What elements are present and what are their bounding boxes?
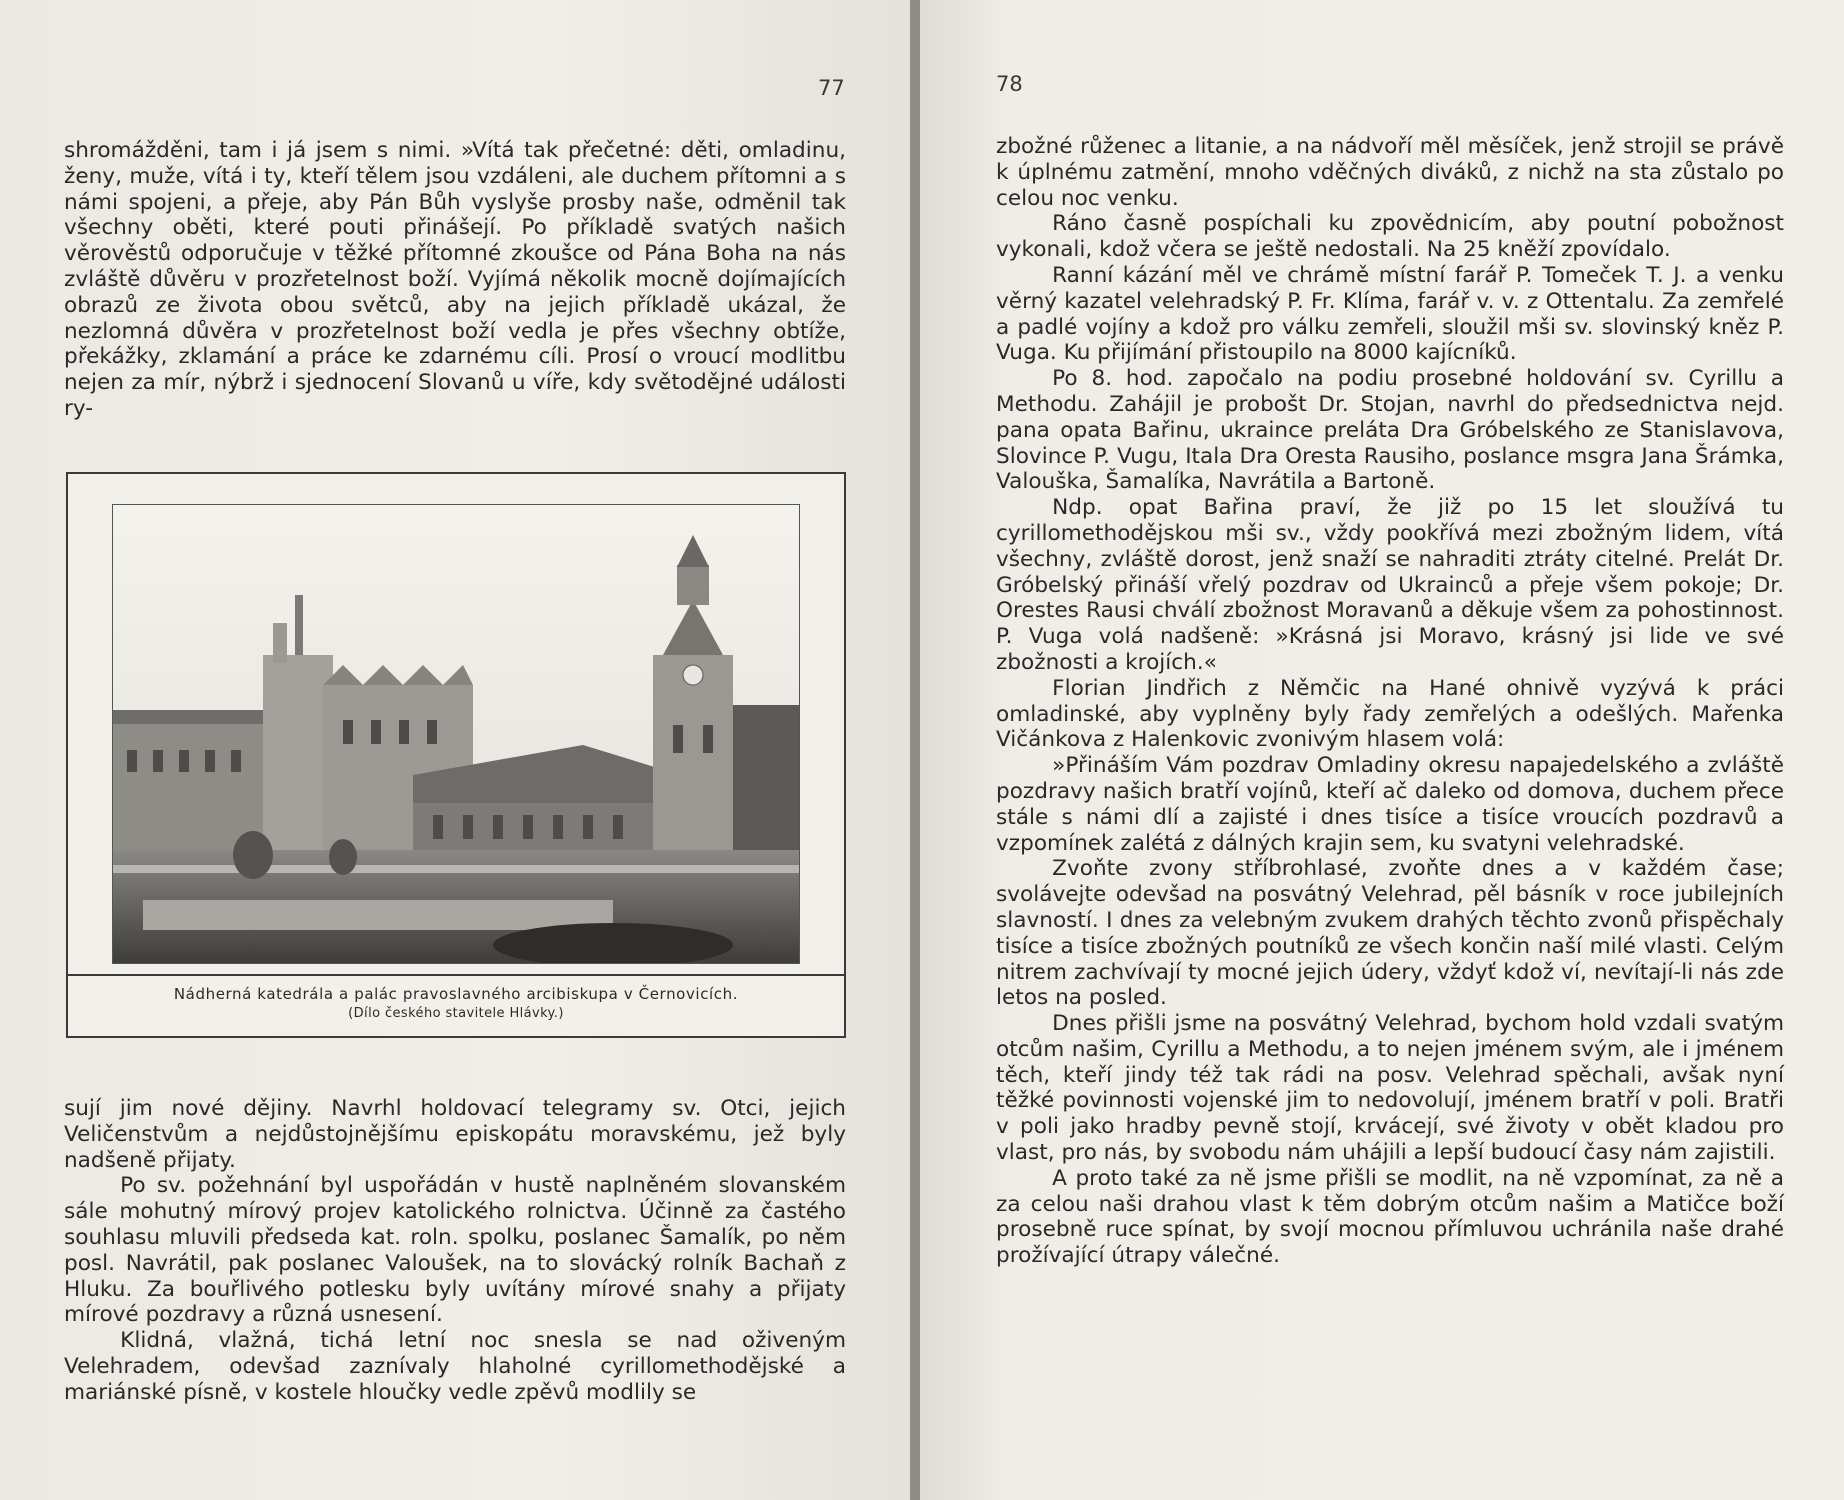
right-text [996, 134, 1784, 1269]
paragraph: Ndp. opat Bařina praví, že již po 15 let sloužívá tu cyrillomethodějskou mši sv., vždy pookřívá mezi zbožným lidem, vítá všechny, zvláště dorost, jenž snaží se nahraditi ztráty citelné. Prelát Dr. Gróbelský přináší vřelý pozdrav od Ukrainců a přeje všem pokoje; Dr. Orestes Rausi chválí zbožnost Moravanů a děkuje všem za pohostinnost. P. Vuga volá nadšeně: »Krásná jsi Moravo, krásný jsi lide ve své zbožnosti a krojích.« [996, 495, 1784, 675]
left-page [0, 0, 910, 1500]
paragraph: zbožné růženec a litanie, a na nádvoří měl měsíček, jenž strojil se právě k úplnému zatmění, mnoho vděčných diváků, z nichž na sta zůstalo po celou noc venku. [996, 134, 1784, 211]
paragraph: A proto také za ně jsme přišli se modlit, na ně vzpomínat, za ně a za celou naši drahou vlast k těm dobrým otcům našim a Matičce boží prosebně ruce spínat, by svojí mocnou přímluvou uchránila naše drahé prožívající útrapy válečné. [996, 1165, 1784, 1269]
book-gutter [910, 0, 920, 1500]
paragraph: Dnes přišli jsme na posvátný Velehrad, bychom hold vzdali svatým otcům našim, Cyrillu a Methodu, a to nejen jménem svým, ale i jménem těch, kteří jindy též tak rádi na posv. Velehrad spěchali, avšak nyní těžké povinnosti vojenské jim to nedovolují, jménem bratří v poli. Bratři v poli jako hradby pevně stojí, krvácejí, své životy v obět kladou pro vlast, pro nás, by svobodu nám uhájili a lepší budoucí časy nám zajistili. [996, 1011, 1784, 1166]
right-page [920, 0, 1844, 1500]
paragraph: sují jim nové dějiny. Navrhl holdovací telegramy sv. Otci, jejich Veličenstvům a nejdůstojnějšímu episkopátu moravskému, jež byly nadšeně přijaty. [64, 1096, 846, 1173]
paragraph: »Přináším Vám pozdrav Omladiny okresu napajedelského a zvláště pozdravy našich bratří vojínů, kteří ač daleko od domova, duchem přece stále s námi dlí a zajisté i dnes tisíce a tisíce vroucích pozdravů a vzpomínek zalétá z dálných krajin sem, ku svatyni velehradské. [996, 753, 1784, 856]
paragraph: Klidná, vlažná, tichá letní noc snesla se nad oživeným Velehradem, odevšad zaznívaly hlaholné cyrillomethodějské a mariánské písně, v kostele hloučky vedle zpěvů modlily se [64, 1328, 846, 1405]
left-text-bottom [64, 1096, 846, 1406]
caption-title: Nádherná katedrála a palác pravoslavného arcibiskupa v Černovicích. [173, 985, 739, 1003]
figure-caption [68, 984, 844, 1024]
caption-divider [68, 974, 844, 976]
photo-figure [66, 472, 846, 1038]
cathedral-photo [112, 504, 800, 964]
paragraph: Po 8. hod. započalo na podiu prosebné holdování sv. Cyrillu a Methodu. Zahájil je probošt Dr. Stojan, navrhl do předsednictva nejd. pana opata Bařinu, ukraince preláta Dra Gróbelského ze Stanislavova, Slovince P. Vugu, Itala Dra Oresta Rausiho, poslance msgra Jana Šrámka, Valouška, Šamalíka, Navrátila a Bartoně. [996, 366, 1784, 495]
paragraph: Ráno časně pospíchali ku zpovědnicím, aby poutní pobožnost vykonali, kdož včera se ještě nedostali. Na 25 kněží zpovídalo. [996, 211, 1784, 263]
page-number-right: 78 [996, 72, 1023, 96]
paragraph: Zvoňte zvony stříbrohlasé, zvoňte dnes a v každém čase; svolávejte odevšad na posvátný Velehrad, pěl básník v roce jubilejních slavností. I dnes za velebným zvukem drahých těchto zvonů přispěchaly tisíce a tisíce zbožných poutníků ze všech končin naší milé vlasti. Celým nitrem zachvívají ty mocné jejich údery, vždyť kdož ví, nevítají-li nás zde letos na posled. [996, 856, 1784, 1011]
page-number-left: 77 [818, 76, 845, 100]
left-text-top [64, 138, 846, 422]
paragraph: Po sv. požehnání byl uspořádán v hustě naplněném slovanském sále mohutný mírový projev katolického rolnictva. Účinně za častého souhlasu mluvili předseda kat. roln. spolku, poslanec Šamalík, po něm posl. Navrátil, pak poslanec Valoušek, na to slovácký rolník Bachaň z Hluku. Za bouřlivého potlesku byly uvítány mírové snahy a přijaty mírové pozdravy a různá usnesení. [64, 1173, 846, 1328]
caption-subtitle: (Dílo českého stavitele Hlávky.) [348, 1006, 564, 1021]
paragraph: shromážděni, tam i já jsem s nimi. »Vítá tak přečetné: děti, omladinu, ženy, muže, vítá i ty, kteří tělem jsou vzdáleni, ale duchem přítomni a s námi spojeni, a přeje, aby Pán Bůh vyslyše prosby naše, odměnil tak všechny oběti, které pouti přinášejí. Po příkladě svatých našich věrověstů odporučuje v těžké přítomné zkoušce od Pána Boha na nás zvláště důvěru v prozřetelnost boží. Vyjímá několik mocně dojímajících obrazů ze života obou světců, aby na jejich příkladě ukázal, že nezlomná důvěra v prozřetelnost boží vedla je přes všechny obtíže, překážky, zklamání a práce ke zdarnému cíli. Prosí o vroucí modlitbu nejen za mír, nýbrž i sjednocení Slovanů u víře, kdy světodějné události ry- [64, 138, 846, 421]
paragraph: Florian Jindřich z Němčic na Hané ohnivě vyzývá k práci omladinské, aby vyplněny byly řady zemřelých a odešlých. Mařenka Vičánkova z Halenkovic zvonivým hlasem volá: [996, 675, 1784, 753]
paragraph: Ranní kázání měl ve chrámě místní farář P. Tomeček T. J. a venku věrný kazatel velehradský P. Fr. Klíma, farář v. v. z Ottentalu. Za zemřelé a padlé vojíny a kdož pro válku zemřeli, sloužil mši sv. slovinský kněz P. Vuga. Ku přijímání přistoupilo na 8000 kajícníků. [996, 262, 1784, 366]
